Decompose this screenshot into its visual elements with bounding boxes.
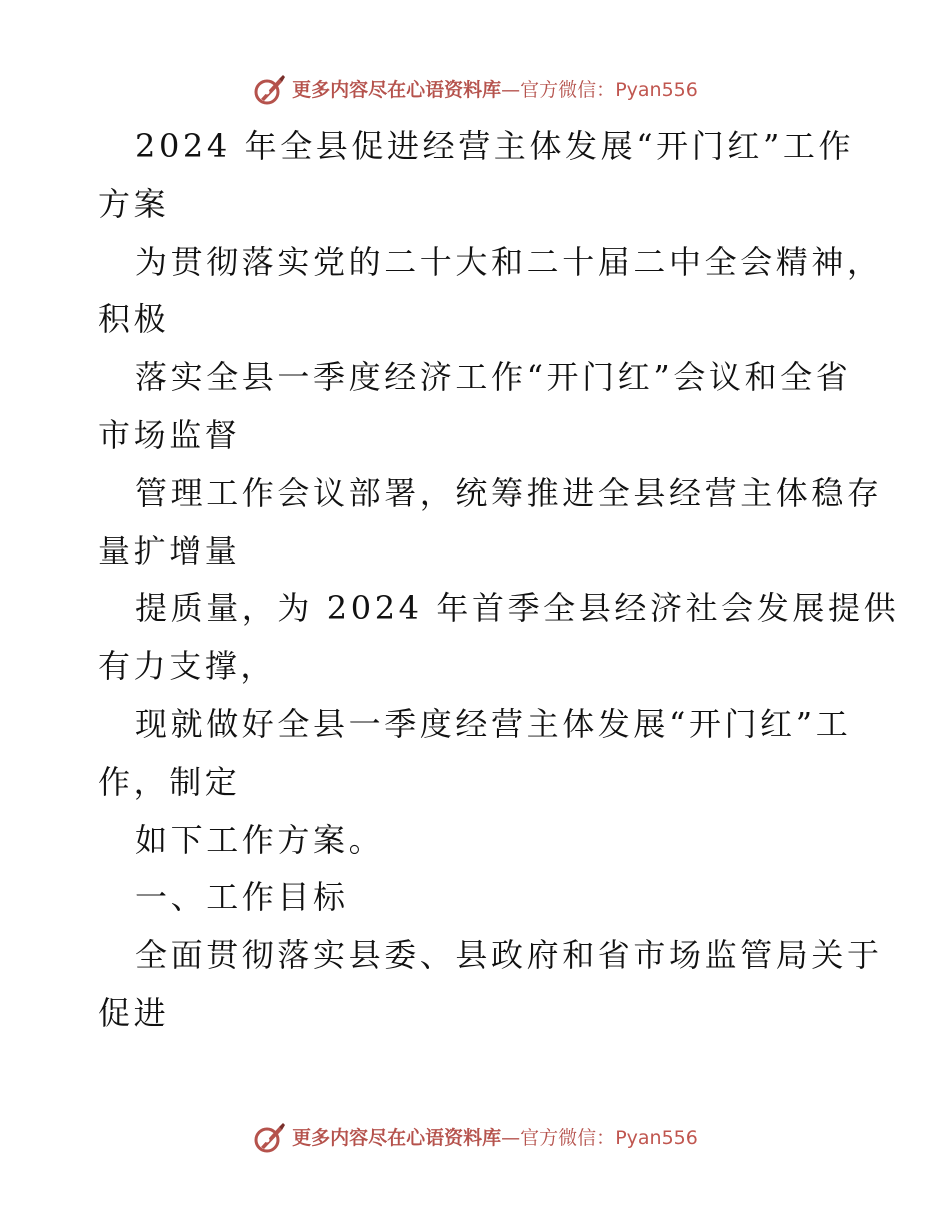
header-account: Pyan556 xyxy=(615,78,698,101)
footer-dash: — xyxy=(501,1126,521,1149)
header-banner-text xyxy=(292,78,698,101)
quill-pen-icon xyxy=(252,73,286,107)
footer-banner xyxy=(0,1118,950,1158)
body-text-line: 有力支撑， xyxy=(98,647,277,686)
body-text-line: 提质量，为 2024 年首季全县经济社会发展提供 xyxy=(135,589,900,628)
body-text-line: 落实全县一季度经济工作“开门红”会议和全省 xyxy=(135,358,852,397)
body-text-line: 2024 年全县促进经营主体发展“开门红”工作 xyxy=(135,127,855,165)
body-text-line: 管理工作会议部署，统筹推进全县经营主体稳存 xyxy=(135,473,883,512)
header-banner xyxy=(0,70,950,110)
body-text-line: 为贯彻落实党的二十大和二十届二中全会精神， xyxy=(135,242,883,281)
body-text-line: 量扩增量 xyxy=(98,531,241,570)
body-text-line: 方案 xyxy=(98,184,170,223)
header-dash: — xyxy=(501,78,521,101)
body-text-line: 市场监督 xyxy=(98,415,241,454)
document-body xyxy=(98,118,900,1043)
body-text-line: 作，制定 xyxy=(98,762,241,801)
header-official-label: 官方微信： xyxy=(520,78,616,101)
header-brand: 更多内容尽在心语资料库 xyxy=(292,78,502,101)
body-text-line: 促进 xyxy=(98,993,170,1032)
footer-brand: 更多内容尽在心语资料库 xyxy=(292,1126,502,1149)
body-text-line: 一、工作目标 xyxy=(135,878,349,917)
footer-banner-text xyxy=(292,1126,698,1149)
body-text-line: 如下工作方案。 xyxy=(135,820,385,859)
footer-official-label: 官方微信： xyxy=(520,1126,616,1149)
body-text-line: 积极 xyxy=(98,300,170,339)
body-text-line: 全面贯彻落实县委、县政府和省市场监管局关于 xyxy=(135,936,883,975)
body-text-line: 现就做好全县一季度经营主体发展“开门红”工 xyxy=(135,704,852,743)
quill-pen-icon xyxy=(252,1121,286,1155)
footer-account: Pyan556 xyxy=(615,1126,698,1149)
